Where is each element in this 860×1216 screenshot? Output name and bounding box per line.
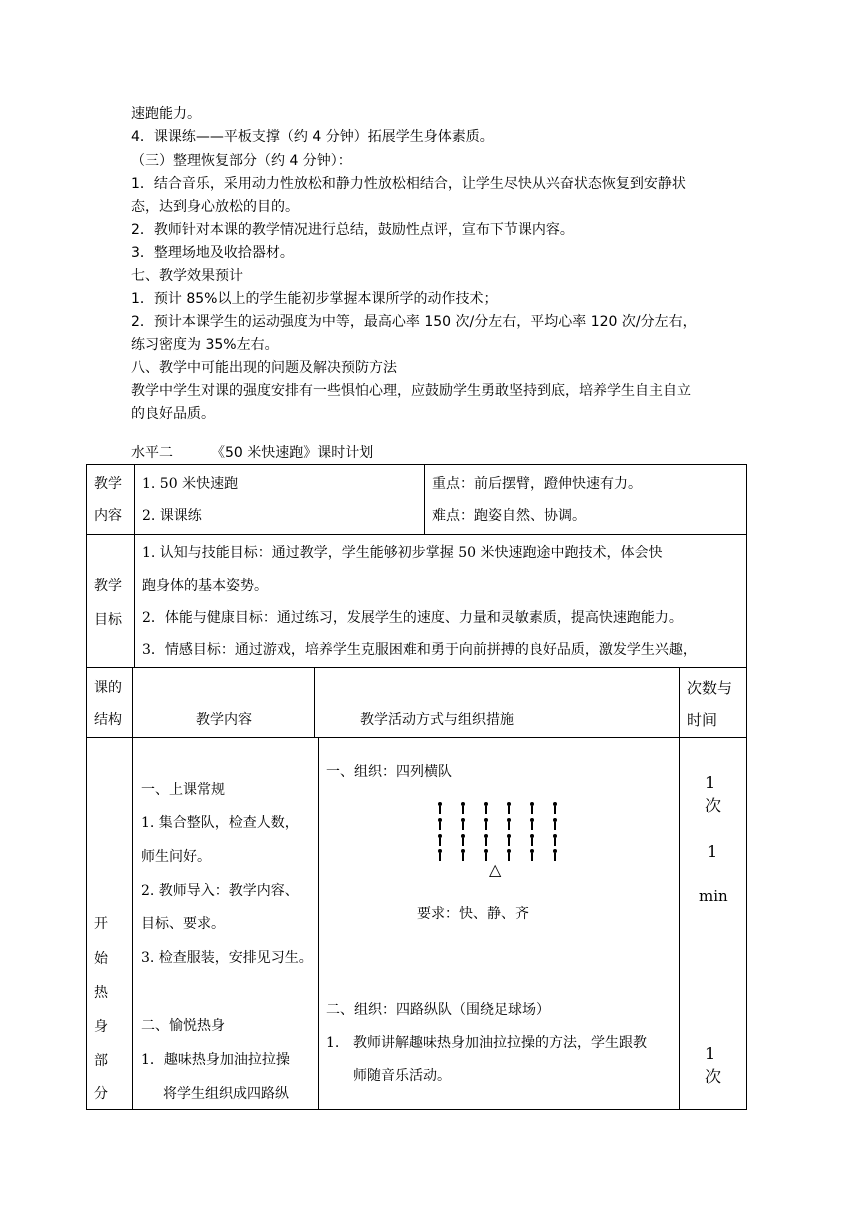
student-figure (461, 849, 465, 861)
table-border-top (86, 464, 747, 465)
content-line: 师生问好。 (141, 849, 211, 865)
content-heading: 一、上课常规 (141, 782, 225, 798)
student-figure (530, 802, 534, 814)
content-line: 将学生组织成四路纵 (163, 1086, 289, 1102)
activity-item-number: 1. (326, 1035, 340, 1051)
activity-organization: 二、组织：四路纵队（围绕足球场） (326, 1002, 550, 1018)
intro-line: 态，达到身心放松的目的。 (131, 199, 299, 215)
header-time: 次数与 (687, 679, 733, 697)
difficulty-point: 难点：跑姿自然、协调。 (432, 508, 586, 524)
content-line: 1. 集合整队，检查人数， (141, 815, 299, 831)
col-divider (314, 667, 315, 738)
section-label-char: 热 (94, 985, 108, 1001)
row-divider (86, 737, 747, 738)
intro-line: 2．教师针对本课的教学情况进行总结，鼓励性点评，宣布下节课内容。 (131, 222, 574, 238)
row-divider (86, 667, 747, 668)
time-count: 1 (707, 842, 718, 861)
col-divider (424, 464, 425, 535)
student-figure (507, 818, 511, 830)
student-figure (507, 834, 511, 846)
time-unit: min (699, 887, 728, 905)
student-figure (461, 834, 465, 846)
section-label-char: 始 (94, 951, 108, 967)
header-structure: 结构 (94, 712, 122, 728)
student-figure (530, 818, 534, 830)
intro-line: 3．整理场地及收拾器材。 (131, 245, 294, 261)
intro-line: 速跑能力。 (131, 106, 201, 122)
student-figure (438, 849, 442, 861)
row-label: 教学 (94, 476, 122, 492)
content-item: 1. 50 米快速跑 (142, 476, 239, 492)
goal-line: 1. 认知与技能目标：通过教学，学生能够初步掌握 50 米快速跑途中跑技术，体会快 (142, 545, 663, 561)
student-figure (530, 834, 534, 846)
plan-title: 《50 米快速跑》课时计划 (211, 445, 374, 461)
goal-line: 跑身体的基本姿势。 (142, 578, 268, 594)
student-figure (553, 802, 557, 814)
table-border-left (86, 464, 87, 1110)
intro-heading: 八、教学中可能出现的问题及解决预防方法 (131, 360, 397, 376)
student-figure (484, 802, 488, 814)
section-label-char: 开 (94, 916, 108, 932)
activity-organization: 一、组织：四列横队 (326, 764, 452, 780)
goal-line: 3．情感目标：通过游戏，培养学生克服困难和勇于向前拼搏的良好品质，激发学生兴趣， (142, 642, 697, 658)
plan-level: 水平二 (131, 445, 173, 461)
content-line: 3. 检查服装，安排见习生。 (141, 950, 313, 966)
content-heading: 二、愉悦热身 (141, 1018, 225, 1034)
student-figure (461, 818, 465, 830)
intro-line: 1．结合音乐，采用动力性放松和静力性放松相结合，让学生尽快从兴奋状态恢复到安静状 (131, 176, 686, 192)
table-border-bottom (86, 1109, 747, 1110)
student-figure (438, 834, 442, 846)
intro-line: 练习密度为 35%左右。 (131, 337, 279, 353)
content-line: 目标、要求。 (141, 916, 225, 932)
time-unit: 次 (705, 1067, 722, 1086)
student-figure (461, 802, 465, 814)
section-label-char: 部 (94, 1053, 108, 1069)
col-divider (318, 737, 319, 1110)
intro-line: 2．预计本课学生的运动强度为中等，最高心率 150 次/分左右，平均心率 120 次/分左右， (131, 314, 697, 330)
student-figure (507, 849, 511, 861)
activity-requirement: 要求：快、静、齐 (417, 906, 529, 922)
row-label: 内容 (94, 508, 122, 524)
intro-line: （三）整理恢复部分（约 4 分钟）： (131, 153, 352, 169)
time-count: 1 (705, 1044, 716, 1063)
student-figure (484, 818, 488, 830)
section-label-char: 身 (94, 1019, 108, 1035)
time-count: 1 (705, 773, 716, 792)
content-line: 1．趣味热身加油拉拉操 (141, 1052, 290, 1068)
teacher-triangle-icon: △ (489, 860, 502, 879)
section-label-char: 分 (94, 1086, 108, 1102)
intro-line: 4．课课练——平板支撑（约 4 分钟）拓展学生身体素质。 (131, 129, 494, 145)
header-activity: 教学活动方式与组织措施 (360, 712, 514, 728)
intro-heading: 七、教学效果预计 (131, 268, 243, 284)
row-divider (86, 534, 747, 535)
intro-line: 的良好品质。 (131, 406, 215, 422)
student-figure (553, 849, 557, 861)
student-figure (553, 818, 557, 830)
student-figure (438, 802, 442, 814)
activity-item-line: 师随音乐活动。 (353, 1068, 451, 1084)
time-unit: 次 (705, 796, 722, 815)
student-figure (553, 834, 557, 846)
col-divider (679, 667, 680, 1110)
row-label: 教学 (94, 578, 122, 594)
content-line: 2. 教师导入：教学内容、 (141, 883, 299, 899)
header-structure: 课的 (94, 680, 122, 696)
intro-line: 教学中学生对课的强度安排有一些惧怕心理，应鼓励学生勇敢坚持到底，培养学生自主自立 (131, 383, 691, 399)
student-figure (484, 849, 488, 861)
key-point: 重点：前后摆臂，蹬伸快速有力。 (432, 476, 642, 492)
student-figure (507, 802, 511, 814)
student-figure (484, 834, 488, 846)
student-figure (530, 849, 534, 861)
activity-item-line: 教师讲解趣味热身加油拉拉操的方法，学生跟教 (353, 1035, 647, 1051)
content-item: 2. 课课练 (142, 508, 202, 524)
student-figure (438, 818, 442, 830)
table-border-right (746, 464, 747, 1110)
header-content: 教学内容 (196, 712, 252, 728)
col-divider (134, 464, 135, 668)
row-label: 目标 (94, 612, 122, 628)
goal-line: 2．体能与健康目标：通过练习，发展学生的速度、力量和灵敏素质，提高快速跑能力。 (142, 610, 683, 626)
header-time: 时间 (687, 711, 718, 729)
intro-line: 1．预计 85%以上的学生能初步掌握本课所学的动作技术； (131, 291, 498, 307)
col-divider (132, 667, 133, 1110)
